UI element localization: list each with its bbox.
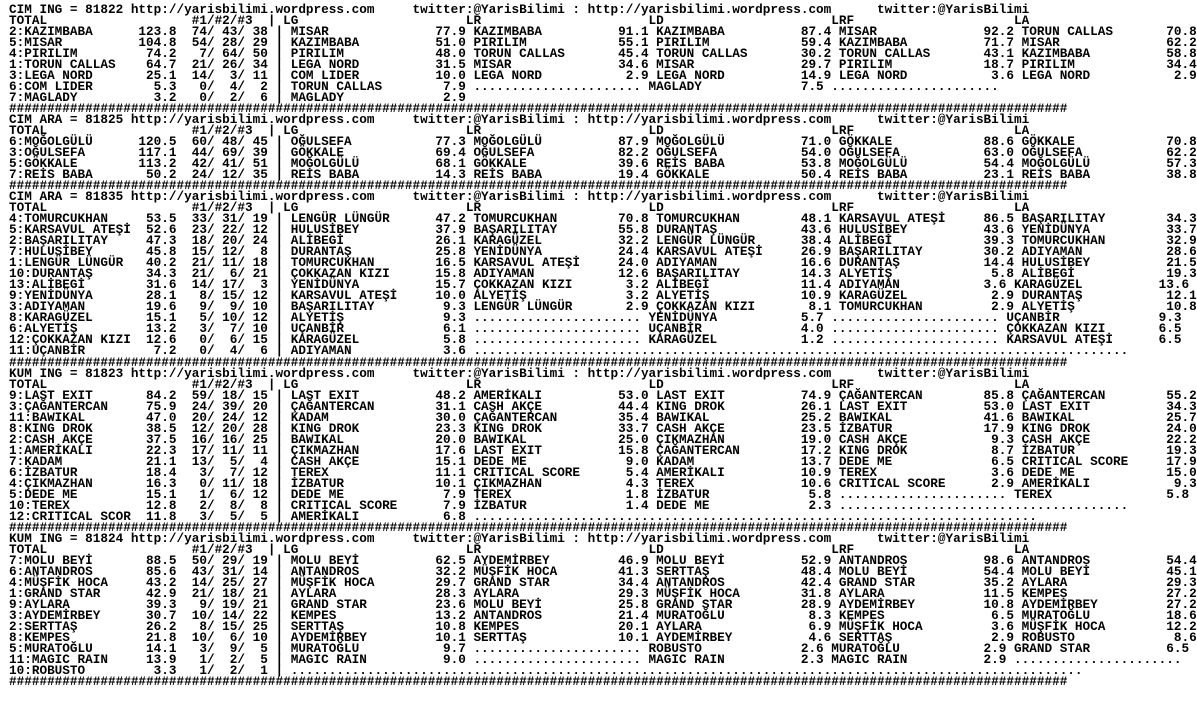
- result-row: 9:LAST EXIT 84.2 59/ 18/ 15 | LAST EXIT 48.2 AMERİKALI 53.0 LAST EXIT 74.9 ÇAĞANTERCAN 85.8 ÇAĞANTERCAN 55.2: [9, 387, 1197, 403]
- result-row: 6:ANTANDROS 85.6 43/ 31/ 14 | ANTANDROS 32.2 MÜŞFİK HOCA 41.3 SERTTAŞ 48.4 MOLU BEYİ 54.4 MOLU BEYİ 45.1: [9, 563, 1197, 579]
- separator-line: ###########################################################################################################################################: [9, 673, 1068, 689]
- result-row: 1:GRAND STAR 42.9 21/ 18/ 21 | AYLARA 28.3 AYLARA 29.3 MÜŞFİK HOCA 31.8 AYLARA 11.5 KEMPES 27.2: [9, 585, 1197, 601]
- result-row: 6:MOĞOLGÜLÜ 120.5 60/ 48/ 45 | OĞULSEFA 77.3 MOĞOLGÜLÜ 87.9 MOĞOLGÜLÜ 71.0 GÖKKALE 88.6 GÖKKALE 70.8: [9, 134, 1197, 150]
- separator-line: ###########################################################################################################################################: [9, 101, 1068, 117]
- result-row: 10:ROBUSTO 3.3 1/ 2/ 1 | ........................................................................................................: [9, 662, 1083, 678]
- separator-line: ###########################################################################################################################################: [9, 354, 1068, 370]
- result-row: 4:TOMURCUKHAN 53.5 33/ 31/ 19 | LENGÜR LÜNGÜR 47.2 TOMURCUKHAN 70.8 TOMURCUKHAN 48.1 KARSAVUL ATEŞİ 86.5 BAŞARILITAY 34.3: [9, 211, 1197, 227]
- result-row: 5:GÖKKALE 113.2 42/ 41/ 51 | MOĞOLGÜLÜ 68.1 GÖKKALE 39.6 REİS BABA 53.8 MOĞOLGÜLÜ 54.4 MOĞOLGÜLÜ 57.3: [9, 156, 1197, 172]
- result-row: 4:MÜŞFİK HOCA 43.2 14/ 25/ 27 | MÜŞFİK HOCA 29.7 GRAND STAR 34.4 ANTANDROS 42.4 GRAND STAR 35.2 AYLARA 29.3: [9, 574, 1197, 590]
- column-header-line: TOTAL #1/#2/#3 | LG LR LD LRF LA: [9, 376, 1030, 392]
- result-row: 5:DEDE ME 15.1 1/ 6/ 12 | DEDE ME 7.9 TEREX 1.8 İZBATUR 5.8 ...................... TEREX 5.8: [9, 486, 1190, 502]
- result-row: 9:AYLARA 39.3 9/ 19/ 21 | GRAND STAR 23.6 MOLU BEYİ 25.8 GRAND STAR 28.9 AYDEMİRBEY 10.8 AYDEMİRBEY 27.2: [9, 596, 1197, 612]
- result-row: 11:UÇANBİR 7.2 0/ 4/ 6 | ADIYAMAN 3.6 ......................................................................................: [9, 343, 1129, 359]
- result-row: 13:ALİBEGİ 31.6 14/ 17/ 3 | YENİDÜNYA 15.7 ÇOKKAZAN KIZI 3.2 ALİBEGİ 11.4 ADIYAMAN 3.6 KARAGÜZEL 13.6: [9, 277, 1190, 293]
- header-line-kum-ing-81824: KUM ING = 81824 http://yarisbilimi.wordpress.com twitter:@YarisBilimi : http://yarisbilimi.wordpress.com twitter:@YarisBilimi: [9, 530, 1030, 546]
- result-row: 3:ADIYAMAN 19.6 9/ 9/ 10 | BAŞARILITAY 9.3 LENGÜR LÜNGÜR 2.9 ÇOKKAZAN KIZI 8.1 TOMURCUKHAN 2.9 ALYETİŞ 10.8: [9, 299, 1197, 315]
- result-row: 10:DURANTAŞ 34.3 21/ 6/ 21 | ÇOKKAZAN KIZI 15.8 ADIYAMAN 12.6 BAŞARILITAY 14.3 ALYETİŞ 5.8 ALİBEGİ 19.3: [9, 266, 1197, 282]
- result-row: 7:HULUSİBEY 45.8 15/ 12/ 8 | DURANTAŞ 25.8 YENİDÜNYA 24.4 KARSAVUL ATEŞİ 26.9 BAŞARILITAY 30.2 ADIYAMAN 28.6: [9, 244, 1197, 260]
- result-row: 3:OĞULSEFA 117.1 44/ 69/ 39 | GÖKKALE 69.4 OĞULSEFA 82.2 OĞULSEFA 54.0 OĞULSEFA 63.0 OĞULSEFA 62.2: [9, 145, 1197, 161]
- column-header-line: TOTAL #1/#2/#3 | LG LR LD LRF LA: [9, 123, 1030, 139]
- header-line-cim-ara-81835: CIM ARA = 81835 http://yarisbilimi.wordpress.com twitter:@YarisBilimi : http://yarisbilimi.wordpress.com twitter:@YarisBilimi: [9, 189, 1030, 205]
- result-row: 7:KADAM 21.1 13/ 5/ 4 | CASH AKÇE 15.1 DEDE ME 9.0 KADAM 13.7 DEDE ME 6.5 CRITICAL SCORE 17.9: [9, 453, 1197, 469]
- result-row: 4:PIRILIM 74.2 7/ 64/ 50 | PIRILIM 48.0 TORUN CALLAS 45.4 TORUN CALLAS 30.2 TORUN CALLAS 43.1 KAZIMBABA 58.8: [9, 46, 1197, 62]
- result-row: 6:İZBATUR 18.4 3/ 7/ 12 | TEREX 11.1 CRITICAL SCORE 5.4 AMERİKALI 10.9 TEREX 3.6 DEDE ME 15.0: [9, 464, 1197, 480]
- result-row: 12:ÇOKKAZAN KIZI 12.6 0/ 6/ 15 | KARAGÜZEL 5.8 ...................... KARAGÜZEL 1.2 ...................... KARSAVUL ATEŞİ 6.5: [9, 332, 1182, 348]
- result-row: 8:KARAGÜZEL 15.1 5/ 10/ 12 | ALYETİŞ 9.3 ...................... YENİDÜNYA 5.7 ...................... UÇANBİR 9.3: [9, 310, 1182, 326]
- result-row: 11:MAGIC RAIN 13.9 1/ 2/ 5 | MAGIC RAIN 9.0 ...................... MAGIC RAIN 2.3 MAGIC RAIN 2.9 ......................: [9, 651, 1182, 667]
- result-row: 8:KING DROK 38.5 12/ 20/ 28 | KING DROK 23.3 KING DROK 33.7 CASH AKÇE 23.5 İZBATUR 17.9 KING DROK 24.0: [9, 420, 1197, 436]
- result-row: 7:MAGLADY 3.2 0/ 2/ 6 | MAGLADY 2.9: [9, 90, 466, 106]
- result-row: 1:AMERİKALI 22.3 17/ 11/ 11 | ÇIKMAZHAN 17.6 LAST EXIT 15.8 ÇAĞANTERCAN 17.2 KING DROK 8.7 İZBATUR 19.3: [9, 442, 1197, 458]
- result-row: 3:LEGA NORD 25.1 14/ 3/ 11 | COM LIDER 10.0 LEGA NORD 2.9 LEGA NORD 14.9 LEGA NORD 3.6 LEGA NORD 2.9: [9, 68, 1197, 84]
- result-row: 10:TEREX 12.8 2/ 8/ 8 | CRITICAL SCORE 7.9 İZBATUR 1.4 DEDE ME 2.3 ......................................: [9, 497, 1129, 513]
- result-row: 3:AYDEMİRBEY 30.7 10/ 14/ 22 | KEMPES 13.2 ANTANDROS 21.4 MURATOĞLU 8.3 KEMPES 6.5 MURATOĞLU 18.6: [9, 607, 1197, 623]
- result-row: 7:MOLU BEYİ 88.5 50/ 29/ 19 | MOLU BEYİ 62.5 AYDEMİRBEY 46.9 MOLU BEYİ 52.9 ANTANDROS 98.6 ANTANDROS 54.4: [9, 552, 1197, 568]
- result-row: 9:YENİDÜNYA 28.1 8/ 15/ 12 | KARSAVUL ATEŞİ 10.0 ALYETİŞ 3.2 ALYETİŞ 10.9 KARAGÜZEL 2.9 DURANTAŞ 12.1: [9, 288, 1197, 304]
- result-row: 1:LENGÜR LÜNGÜR 40.2 21/ 11/ 18 | TOMURCUKHAN 16.5 KARSAVUL ATEŞİ 24.0 ADIYAMAN 16.6 DURANTAŞ 14.4 HULUSİBEY 21.5: [9, 255, 1197, 271]
- result-row: 8:KEMPES 21.8 10/ 6/ 10 | AYDEMİRBEY 10.1 SERTTAŞ 10.1 AYDEMİRBEY 4.6 SERTTAŞ 2.9 ROBUSTO 8.6: [9, 629, 1197, 645]
- result-row: 3:ÇAĞANTERCAN 75.9 24/ 39/ 20 | ÇAĞANTERCAN 31.1 CASH AKÇE 44.4 KING DROK 26.1 LAST EXIT 53.0 LAST EXIT 34.3: [9, 398, 1197, 414]
- result-row: 7:REİS BABA 50.2 24/ 12/ 35 | REİS BABA 14.3 REİS BABA 19.4 GÖKKALE 50.4 REİS BABA 23.1 REİS BABA 38.8: [9, 167, 1197, 183]
- result-row: 12:CRITICAL SCOR 11.8 3/ 5/ 5 | AMERİKALI 6.8 ..........................................................................: [9, 508, 1037, 524]
- header-line-cim-ara-81825: CIM ARA = 81825 http://yarisbilimi.wordpress.com twitter:@YarisBilimi : http://yarisbilimi.wordpress.com twitter:@YarisBilimi: [9, 112, 1030, 128]
- result-row: 4:ÇIKMAZHAN 16.3 0/ 11/ 18 | İZBATUR 10.1 ÇIKMAZHAN 4.3 TEREX 10.6 CRITICAL SCORE 2.9 AMERİKALI 9.3: [9, 475, 1197, 491]
- result-row: 11:BAWIKAL 47.0 20/ 24/ 12 | KADAM 30.0 ÇAĞANTERCAN 35.4 BAWIKAL 25.2 BAWIKAL 41.6 BAWIKAL 25.7: [9, 409, 1197, 425]
- column-header-line: TOTAL #1/#2/#3 | LG LR LD LRF LA: [9, 541, 1030, 557]
- column-header-line: TOTAL #1/#2/#3 | LG LR LD LRF LA: [9, 13, 1030, 29]
- header-line-kum-ing-81823: KUM ING = 81823 http://yarisbilimi.wordpress.com twitter:@YarisBilimi : http://yarisbilimi.wordpress.com twitter:@YarisBilimi: [9, 365, 1030, 381]
- separator-line: ###########################################################################################################################################: [9, 519, 1068, 535]
- result-row: 2:KAZIMBABA 123.8 74/ 43/ 38 | MISAR 77.9 KAZIMBABA 91.1 KAZIMBABA 87.4 MISAR 92.2 TORUN CALLAS 70.8: [9, 24, 1197, 40]
- result-row: 1:TORUN CALLAS 64.7 21/ 26/ 34 | LEGA NORD 31.5 MISAR 34.6 MISAR 29.7 PIRILIM 18.7 PIRILIM 34.4: [9, 57, 1197, 73]
- header-line-cim-ing-81822: CIM ING = 81822 http://yarisbilimi.wordpress.com twitter:@YarisBilimi : http://yarisbilimi.wordpress.com twitter:@YarisBilimi: [9, 2, 1030, 17]
- result-row: 2:BAŞARILITAY 47.3 18/ 20/ 24 | ALİBEGİ 26.1 KARAGÜZEL 32.2 LENGÜR LÜNGÜR 38.4 ALİBEGİ 39.3 TOMURCUKHAN 32.9: [9, 233, 1197, 249]
- separator-line: ###########################################################################################################################################: [9, 178, 1068, 194]
- result-row: 6:ALYETİŞ 13.2 3/ 7/ 10 | UÇANBİR 6.1 ...................... UÇANBİR 4.0 ...................... ÇOKKAZAN KIZI 6.5: [9, 321, 1182, 337]
- result-row: 5:MURATOĞLU 14.1 3/ 9/ 5 | MURATOĞLU 9.7 ...................... ROBUSTO 2.6 MURATOĞLU 2.9 GRAND STAR 6.5: [9, 640, 1190, 656]
- result-row: 5:KARSAVUL ATEŞİ 52.6 23/ 22/ 12 | HULUSİBEY 37.9 BAŞARILITAY 55.8 DURANTAŞ 43.6 HULUSİBEY 43.6 YENİDÜNYA 33.7: [9, 222, 1197, 238]
- result-row: 2:CASH AKÇE 37.5 16/ 16/ 25 | BAWIKAL 20.0 BAWIKAL 25.0 ÇIKMAZHAN 19.0 CASH AKÇE 9.3 CASH AKÇE 22.2: [9, 431, 1197, 447]
- result-row: 2:SERTTAŞ 26.2 8/ 15/ 25 | SERTTAŞ 10.8 KEMPES 20.1 AYLARA 6.9 MÜŞFİK HOCA 3.6 MÜŞFİK HOCA 12.2: [9, 618, 1197, 634]
- result-row: 6:COM LIDER 5.3 0/ 4/ 2 | TORUN CALLAS 7.9 ...................... MAGLADY 7.5 ......................: [9, 79, 999, 95]
- column-header-line: TOTAL #1/#2/#3 | LG LR LD LRF LA: [9, 200, 1030, 216]
- result-row: 5:MISAR 104.8 54/ 28/ 29 | KAZIMBABA 51.0 PIRILIM 55.1 PIRILIM 59.4 KAZIMBABA 71.7 MISAR 62.2: [9, 35, 1197, 51]
